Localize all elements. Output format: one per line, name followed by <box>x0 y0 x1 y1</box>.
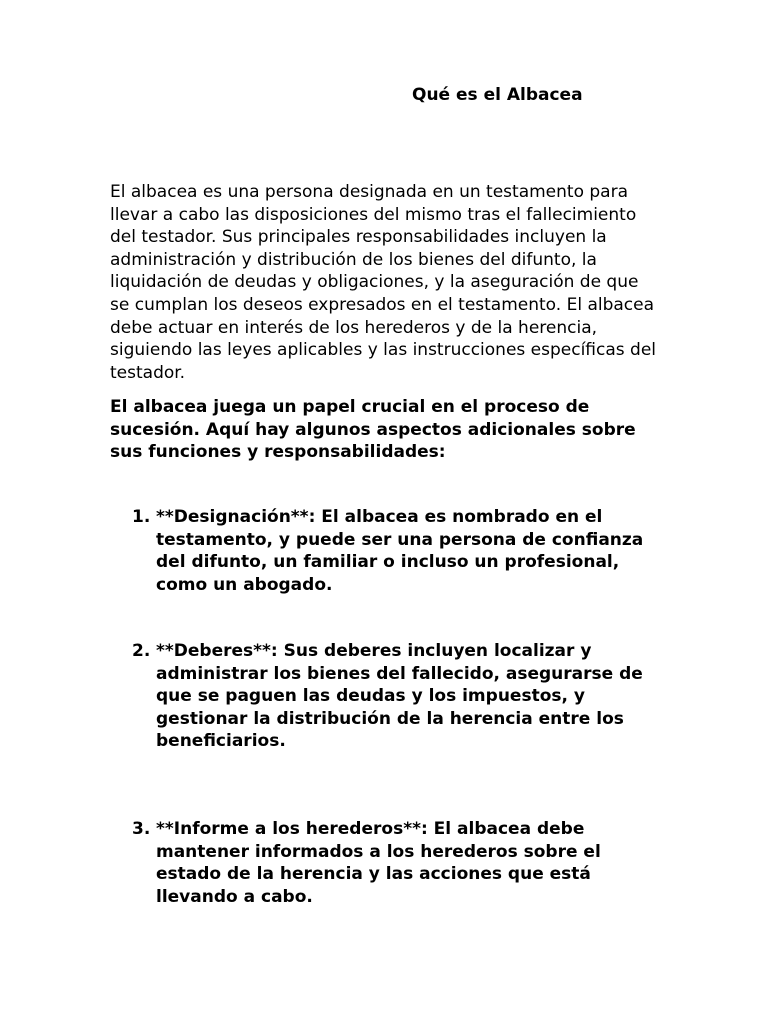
list-item-number: 1. <box>132 507 151 527</box>
list-item <box>110 506 670 596</box>
page-title: Qué es el Albacea <box>412 85 583 105</box>
list-item-text: **Deberes**: Sus deberes incluyen localizar y administrar los bienes del fallecido, asegurarse de que se paguen las deudas y los impuestos, y gestionar la distribución de la herencia entre los beneficiarios. <box>156 641 643 752</box>
lead-paragraph: El albacea juega un papel crucial en el proceso de sucesión. Aquí hay algunos aspectos adicionales sobre sus funciones y responsabilidades: <box>110 397 636 463</box>
list-item-text: **Designación**: El albacea es nombrado en el testamento, y puede ser una persona de confianza del difunto, un familiar o incluso un profesional, como un abogado. <box>156 507 644 595</box>
list-item <box>110 818 670 908</box>
list-item-text: **Informe a los herederos**: El albacea debe mantener informados a los herederos sobre el estado de la herencia y las acciones que está llevando a cabo. <box>156 819 601 907</box>
list-item <box>110 640 670 753</box>
list-item-number: 2. <box>132 641 151 661</box>
list-item-number: 3. <box>132 819 151 839</box>
intro-paragraph: El albacea es una persona designada en un testamento para llevar a cabo las disposiciones del mismo tras el fallecimiento del testador. Sus principales responsabilidades incluyen la administración y distribución de los bienes del difunto, la liquidación de deudas y obligaciones, y la aseguración de que se cumplan los deseos expresados en el testamento. El albacea debe actuar en interés de los herederos y de la herencia, siguiendo las leyes aplicables y las instrucciones específicas del testador. <box>110 182 657 383</box>
